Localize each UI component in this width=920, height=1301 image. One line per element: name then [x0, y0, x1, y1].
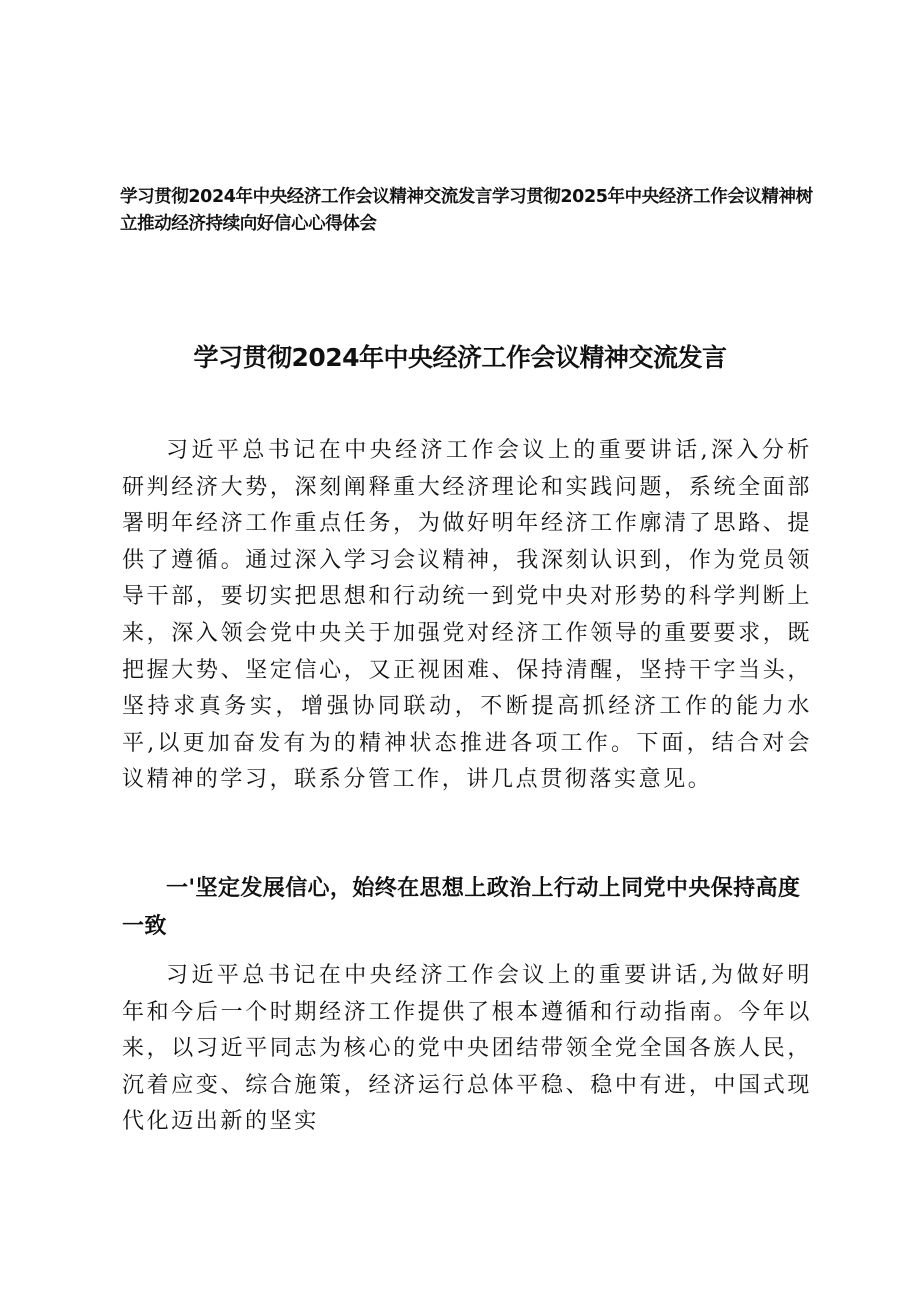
body-paragraph-1: 习近平总书记在中央经济工作会议上的重要讲话,深入分析研判经济大势，深刻阐释重大经济理论和实践问题，系统全面部署明年经济工作重点任务，为做好明年经济工作廓清了思路、提供了遵循。通过深入学习会议精神，我深刻认识到，作为党员领导干部，要切实把思想和行动统一到党中央对形势的科学判断上来，深入领会党中央关于加强党对经济工作领导的重要要求，既把握大势、坚定信心，又正视困难、保持清醒，坚持干字当头，坚持求真务实，增强协同联动，不断提高抓经济工作的能力水平,以更加奋发有为的精神状态推进各项工作。下面，结合对会议精神的学习，联系分管工作，讲几点贯彻落实意见。	[122, 438, 812, 793]
section-heading-1: 一'坚定发展信心，始终在思想上政治上行动上同党中央保持高度一致	[122, 876, 801, 939]
document-title: 学习贯彻2024年中央经济工作会议精神交流发言	[193, 343, 727, 372]
document-header-title: 学习贯彻2024年中央经济工作会议精神交流发言学习贯彻2025年中央经济工作会议精神树立推动经济持续向好信心心得体会	[120, 187, 813, 234]
body-paragraph-2: 习近平总书记在中央经济工作会议上的重要讲话,为做好明年和今后一个时期经济工作提供了根本遵循和行动指南。今年以来，以习近平同志为核心的党中央团结带领全党全国各族人民，沉着应变、综合施策，经济运行总体平稳、稳中有进，中国式现代化迈出新的坚实	[122, 963, 812, 1135]
